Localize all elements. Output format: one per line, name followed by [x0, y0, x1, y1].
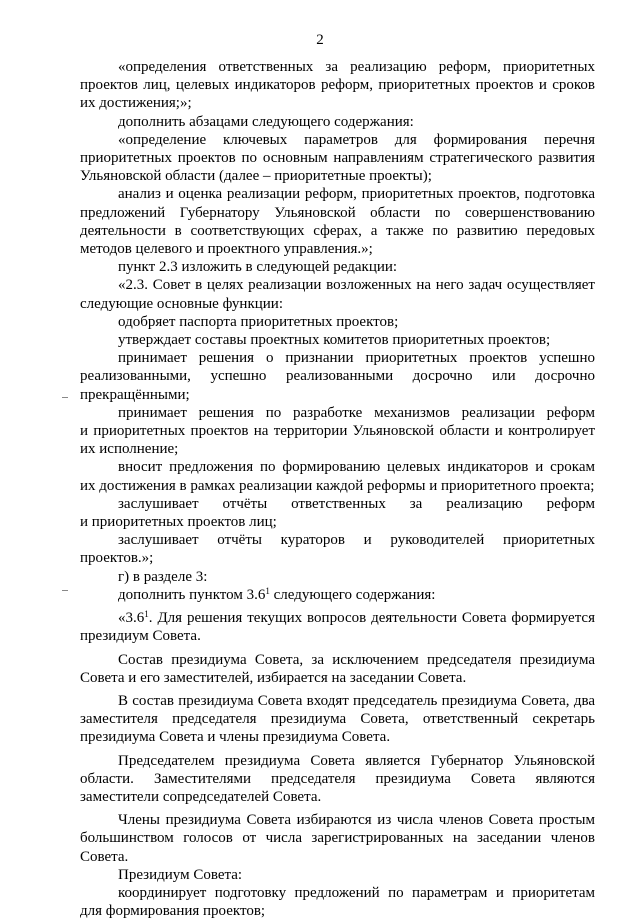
text-line: проектов.»; — [80, 550, 154, 567]
text-line: президиум Совета. — [80, 628, 201, 645]
text-line: методов целевого и проектного управления.»; — [80, 241, 373, 258]
text-line: и приоритетных проектов на территории Ульяновской области и контролирует — [80, 423, 595, 440]
margin-mark — [62, 590, 68, 591]
text-line: заслушивает отчёты ответственных за реализацию реформ — [118, 495, 595, 512]
text-line: дополнить пунктом $3.6^1$ следующего содержания: — [118, 585, 436, 603]
text-line: вносит предложения по формированию целевых индикаторов и срокам — [118, 459, 595, 476]
text-line: Президиум Совета: — [118, 866, 243, 883]
paragraph — [80, 131, 595, 186]
text-line: Состав президиума Совета, за исключением председателя президиума — [118, 651, 595, 668]
paragraph — [80, 258, 595, 276]
paragraph — [80, 866, 595, 884]
text-line: большинством голосов от числа зарегистрированных на заседании членов — [80, 830, 595, 847]
paragraph — [80, 884, 595, 920]
text-line: приоритетных проектов по основным направлениям стратегического развития — [80, 150, 595, 167]
text-line: «2.3. Совет в целях реализации возложенных на него задач осуществляет — [118, 277, 595, 294]
paragraph — [80, 313, 595, 331]
text-line: деятельности в соответствующих сферах, а также по развитию передовых — [80, 222, 595, 239]
paragraph — [80, 349, 595, 404]
paragraph — [80, 495, 595, 531]
text-line: их достижения;»; — [80, 95, 192, 112]
text-line: Председателем президиума Совета является Губернатор Ульяновской — [118, 752, 595, 769]
margin-mark — [62, 397, 68, 398]
paragraph — [80, 609, 595, 645]
text-line: Совета. — [80, 848, 129, 865]
text-line: утверждает составы проектных комитетов приоритетных проектов; — [118, 332, 551, 349]
paragraph — [80, 651, 595, 687]
text-line: области. Заместителями председателя президиума Совета являются — [80, 770, 595, 787]
text-line: заместителя председателя президиума Совета, ответственный секретарь — [80, 711, 595, 728]
text-line: и приоритетных проектов лиц; — [80, 514, 277, 531]
text-line: прекращёнными; — [80, 386, 190, 403]
text-line: дополнить абзацами следующего содержания: — [118, 113, 414, 130]
text-line: одобряет паспорта приоритетных проектов; — [118, 313, 399, 330]
paragraph — [80, 185, 595, 258]
text-line: пункт 2.3 изложить в следующей редакции: — [118, 259, 398, 276]
paragraph — [80, 811, 595, 866]
text-line: президиума Совета и члены президиума Совета. — [80, 729, 391, 746]
text-line: г) в разделе 3: — [118, 568, 208, 585]
text-line: для формирования проектов; — [80, 903, 266, 920]
text-line: заслушивает отчёты кураторов и руководителей приоритетных — [118, 532, 595, 549]
text-line: их исполнение; — [80, 441, 179, 458]
paragraph — [80, 568, 595, 586]
paragraph — [80, 113, 595, 131]
paragraph — [80, 531, 595, 567]
text-line: принимает решения по разработке механизмов реализации реформ — [118, 404, 595, 421]
text-line: анализ и оценка реализации реформ, приоритетных проектов, подготовка — [118, 186, 595, 203]
paragraph — [80, 586, 595, 604]
page-number: 2 — [316, 32, 324, 48]
paragraph — [80, 276, 595, 312]
text-line: заместители сопредседателей Совета. — [80, 788, 322, 805]
text-line: их достижения в рамках реализации каждой реформы и приоритетного проекта; — [80, 477, 595, 494]
text-line: принимает решения о признании приоритетных проектов успешно — [118, 350, 595, 367]
text-line: следующие основные функции: — [80, 295, 283, 312]
paragraph — [80, 458, 595, 494]
document-body — [80, 58, 595, 920]
text-line: предложений Губернатору Ульяновской области по совершенствованию — [80, 204, 595, 221]
paragraph — [80, 331, 595, 349]
paragraph — [80, 752, 595, 807]
text-line: проектов лиц, целевых индикаторов реформ, приоритетных проектов и сроков — [80, 77, 595, 94]
text-line: «определения ответственных за реализацию реформ, приоритетных — [118, 59, 595, 75]
text-line: «$3.6^1$. Для решения текущих вопросов деятельности Совета формируется — [118, 609, 595, 627]
paragraph — [80, 692, 595, 747]
text-line: Совета и его заместителей, избирается на заседании Совета. — [80, 669, 467, 686]
text-line: В состав президиума Совета входят председатель президиума Совета, два — [118, 692, 595, 709]
text-line: «определение ключевых параметров для формирования перечня — [118, 131, 595, 148]
paragraph — [80, 404, 595, 459]
text-line: Члены президиума Совета избираются из числа членов Совета простым — [118, 812, 595, 829]
text-line: реализованными, успешно реализованными досрочно или досрочно — [80, 368, 595, 385]
paragraph — [80, 58, 595, 113]
text-line: координирует подготовку предложений по параметрам и приоритетам — [118, 884, 595, 901]
text-line: Ульяновской области (далее – приоритетные проекты); — [80, 168, 432, 185]
